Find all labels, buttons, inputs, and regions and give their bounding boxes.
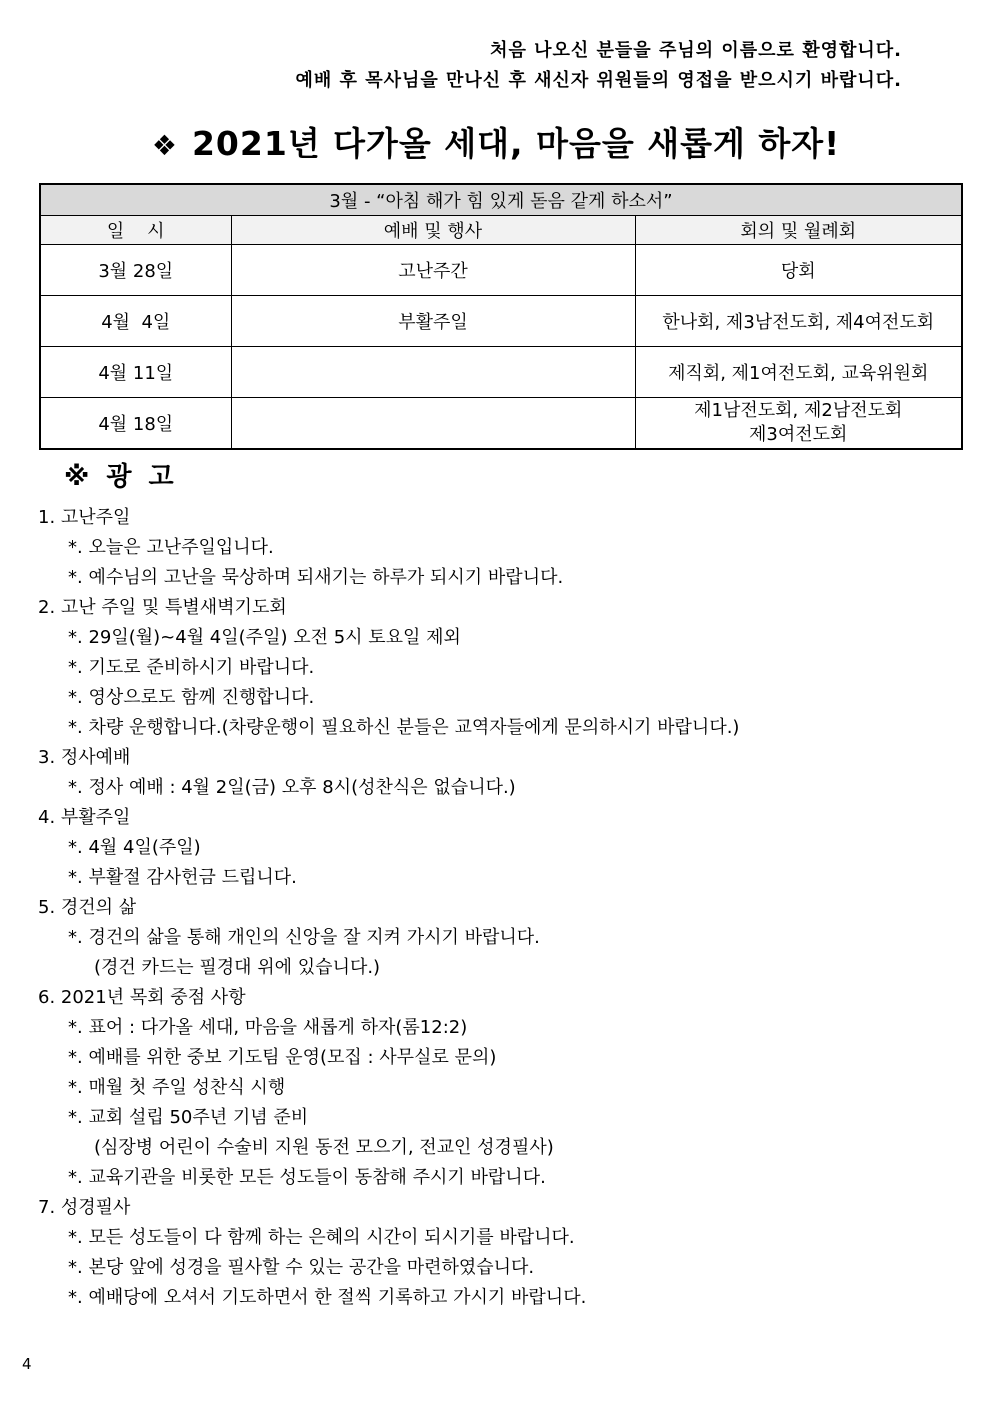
diamond-bullet-icon: ❖	[151, 129, 178, 162]
header-date: 일 시	[40, 216, 231, 245]
announcement-item	[38, 503, 968, 593]
announcement-title: 2. 고난 주일 및 특별새벽기도회	[38, 597, 287, 618]
announcement-line: *. 교회 설립 50주년 기념 준비	[68, 1107, 309, 1128]
announcement-line: *. 표어 : 다가올 세대, 마음을 새롭게 하자(롬12:2)	[68, 1017, 468, 1038]
table-row	[40, 296, 962, 347]
announcement-line: *. 영상으로도 함께 진행합니다.	[68, 687, 315, 708]
announcement-line: *. 정사 예배 : 4월 2일(금) 오후 8시(성찬식은 없습니다.)	[68, 777, 516, 798]
schedule-month-row	[40, 184, 962, 216]
page-number: 4	[22, 1355, 32, 1373]
welcome-message	[296, 36, 903, 96]
announcement-title: 4. 부활주일	[38, 807, 131, 828]
announcement-line: *. 차량 운행합니다.(차량운행이 필요하신 분들은 교역자들에게 문의하시기 바랍니다.)	[68, 717, 740, 738]
announcement-line: *. 예배당에 오셔서 기도하면서 한 절씩 기록하고 가시기 바랍니다.	[68, 1287, 587, 1308]
page-title-text: 2021년 다가올 세대, 마음을 새롭게 하자!	[191, 124, 841, 163]
row-date: 4월 4일	[40, 296, 231, 347]
announcement-line: (심장병 어린이 수술비 지원 동전 모으기, 전교인 성경필사)	[94, 1137, 554, 1158]
row-meeting: 당회	[635, 245, 962, 296]
announcement-title: 5. 경건의 삶	[38, 897, 137, 918]
table-row	[40, 398, 962, 450]
announcements-heading: ※ 광 고	[64, 462, 178, 492]
row-date: 3월 28일	[40, 245, 231, 296]
announcements-list	[38, 503, 968, 1313]
row-event	[231, 398, 635, 450]
announcement-line: *. 본당 앞에 성경을 필사할 수 있는 공간을 마련하였습니다.	[68, 1257, 535, 1278]
announcement-line: *. 29일(월)~4월 4일(주일) 오전 5시 토요일 제외	[68, 627, 461, 648]
announcement-line: (경건 카드는 필경대 위에 있습니다.)	[94, 957, 381, 978]
welcome-line-2: 예배 후 목사님을 만나신 후 새신자 위원들의 영접을 받으시기 바랍니다.	[295, 70, 902, 91]
schedule-header-row	[40, 216, 962, 245]
announcement-line: *. 예배를 위한 중보 기도팀 운영(모집 : 사무실로 문의)	[68, 1047, 497, 1068]
announcement-line: *. 매월 첫 주일 성찬식 시행	[68, 1077, 286, 1098]
announcement-title: 7. 성경필사	[38, 1197, 131, 1218]
announcement-line: *. 예수님의 고난을 묵상하며 되새기는 하루가 되시기 바랍니다.	[68, 567, 564, 588]
announcement-line: *. 4월 4일(주일)	[68, 837, 201, 858]
announcement-item	[38, 593, 968, 743]
row-event	[231, 347, 635, 398]
announcement-item	[38, 893, 968, 983]
row-date: 4월 18일	[40, 398, 231, 450]
announcement-title: 6. 2021년 목회 중점 사항	[38, 987, 246, 1008]
announcement-line: *. 교육기관을 비롯한 모든 성도들이 동참해 주시기 바랍니다.	[68, 1167, 546, 1188]
announcement-title: 1. 고난주일	[38, 507, 131, 528]
announcement-item	[38, 803, 968, 893]
page-title	[0, 118, 992, 165]
announcement-line: *. 기도로 준비하시기 바랍니다.	[68, 657, 315, 678]
header-meeting: 회의 및 월례회	[635, 216, 962, 245]
welcome-line-1: 처음 나오신 분들을 주님의 이름으로 환영합니다.	[490, 40, 902, 61]
table-row	[40, 245, 962, 296]
row-date: 4월 11일	[40, 347, 231, 398]
row-meeting: 제직회, 제1여전도회, 교육위원회	[635, 347, 962, 398]
row-event: 부활주일	[231, 296, 635, 347]
row-meeting: 한나회, 제3남전도회, 제4여전도회	[635, 296, 962, 347]
row-meeting-line-1: 제1남전도회, 제2남전도회	[694, 400, 903, 421]
announcement-item	[38, 1193, 968, 1313]
announcement-line: *. 경건의 삶을 통해 개인의 신앙을 잘 지켜 가시기 바랍니다.	[68, 927, 540, 948]
table-row	[40, 347, 962, 398]
row-meeting	[635, 398, 962, 450]
announcement-item	[38, 743, 968, 803]
row-event: 고난주간	[231, 245, 635, 296]
announcement-line: *. 모든 성도들이 다 함께 하는 은혜의 시간이 되시기를 바랍니다.	[68, 1227, 575, 1248]
announcement-item	[38, 983, 968, 1193]
header-event: 예배 및 행사	[231, 216, 635, 245]
schedule-table	[39, 183, 963, 450]
announcement-title: 3. 정사예배	[38, 747, 131, 768]
row-meeting-line-2: 제3여전도회	[749, 424, 848, 445]
announcement-line: *. 오늘은 고난주일입니다.	[68, 537, 274, 558]
announcement-line: *. 부활절 감사헌금 드립니다.	[68, 867, 297, 888]
schedule-month-title: 3월 - “아침 해가 힘 있게 돋음 같게 하소서”	[40, 184, 962, 216]
